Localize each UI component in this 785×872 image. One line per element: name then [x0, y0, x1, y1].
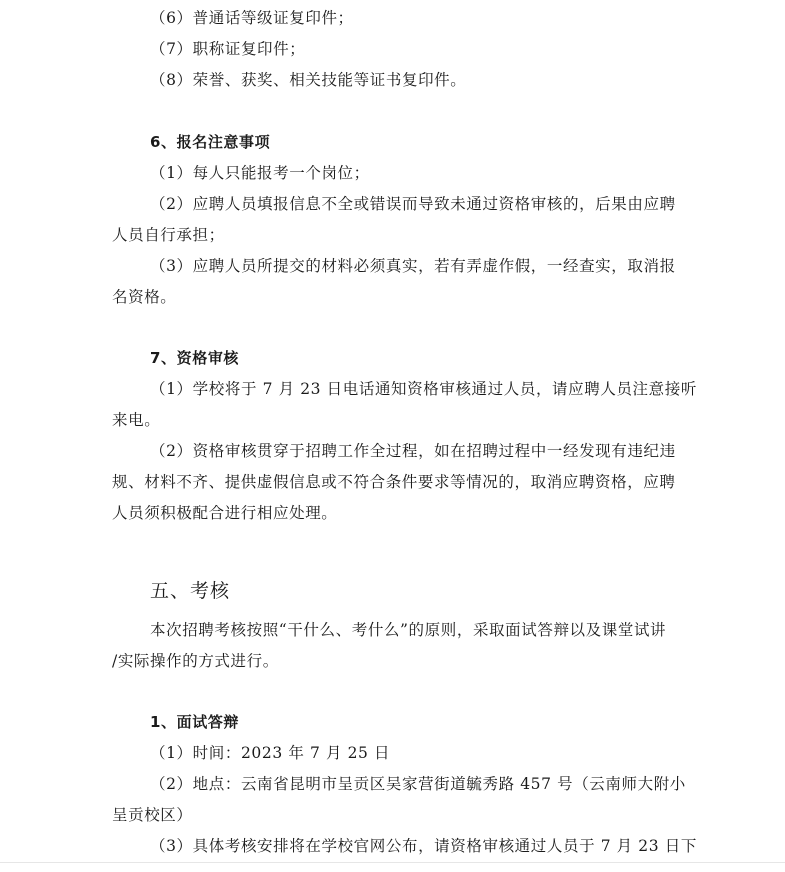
list-item-interview-time: （1）时间：2023 年 7 月 25 日	[150, 744, 391, 762]
list-item-interview-location-cont: 呈贡校区）	[112, 806, 193, 824]
list-item-id-cert-6: （6）普通话等级证复印件；	[150, 9, 354, 27]
list-item-phone-notice-cont: 来电。	[112, 411, 161, 429]
paragraph-assessment-intro-cont: /实际操作的方式进行。	[112, 652, 279, 670]
list-item-materials-true-cont: 名资格。	[112, 288, 177, 306]
list-item-review-process: （2）资格审核贯穿于招聘工作全过程，如在招聘过程中一经发现有违纪违	[150, 442, 676, 460]
list-item-incomplete-info-cont: 人员自行承担；	[112, 226, 225, 244]
list-item-review-process-cont-1: 规、材料不齐、提供虚假信息或不符合条件要求等情况的，取消应聘资格，应聘	[112, 473, 676, 491]
list-item-phone-notice: （1）学校将于 7 月 23 日电话通知资格审核通过人员，请应聘人员注意接听	[150, 380, 697, 398]
list-item-incomplete-info: （2）应聘人员填报信息不全或错误而导致未通过资格审核的，后果由应聘	[150, 195, 676, 213]
list-item-interview-location: （2）地点：云南省昆明市呈贡区吴家营街道毓秀路 457 号（云南师大附小	[150, 775, 686, 793]
chapter-heading-assessment: 五、考核	[150, 580, 231, 602]
paragraph-assessment-intro: 本次招聘考核按照“干什么、考什么”的原则，采取面试答辩以及课堂试讲	[150, 621, 667, 639]
list-item-review-process-cont-2: 人员须积极配合进行相应处理。	[112, 504, 338, 522]
section-heading-registration-notes: 6、报名注意事项	[150, 133, 271, 151]
list-item-materials-true: （3）应聘人员所提交的材料必须真实，若有弄虚作假，一经查实，取消报	[150, 257, 676, 275]
section-heading-qualification-review: 7、资格审核	[150, 349, 240, 367]
list-item-title-cert-7: （7）职称证复印件；	[150, 40, 306, 58]
page-bottom-divider	[0, 862, 785, 863]
section-heading-interview: 1、面试答辩	[150, 713, 240, 731]
list-item-interview-schedule: （3）具体考核安排将在学校官网公布，请资格审核通过人员于 7 月 23 日下	[150, 837, 697, 855]
list-item-honor-cert-8: （8）荣誉、获奖、相关技能等证书复印件。	[150, 71, 467, 89]
list-item-one-post: （1）每人只能报考一个岗位；	[150, 164, 370, 182]
